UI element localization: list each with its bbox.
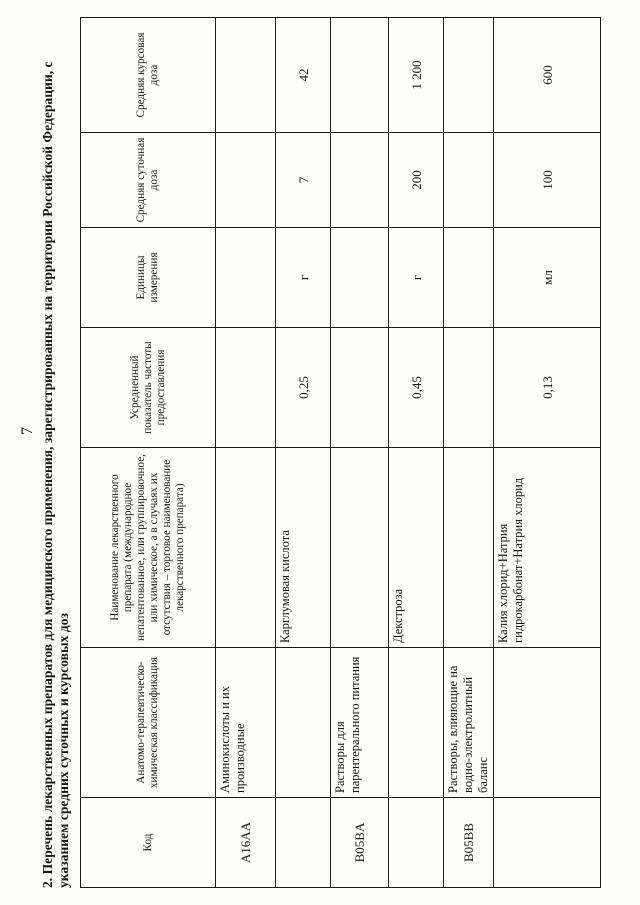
cell-daily-dose: 100 [494, 132, 601, 227]
page-number: 7 [19, 427, 36, 435]
cell-atc [276, 647, 331, 797]
cell-unit [444, 227, 494, 327]
section-title: Перечень лекарственных препаратов для медицинского применения, зарегистрированных на территории Российской Федерации, с указанием средних суточных и курсовых доз [40, 60, 71, 888]
cell-course-dose: 42 [276, 17, 331, 132]
rotated-page-content [40, 18, 600, 888]
cell-code [389, 797, 444, 887]
table-row [494, 17, 601, 887]
cell-frequency [216, 327, 276, 447]
cell-daily-dose [216, 132, 276, 227]
cell-drug-name: Карглумовая кислота [276, 447, 331, 647]
table-row [444, 17, 494, 887]
cell-course-dose [216, 17, 276, 132]
cell-drug-name: Калия хлорид+Натрия гидрокарбонат+Натрия хлорид [494, 447, 601, 647]
cell-course-dose: 1 200 [389, 17, 444, 132]
cell-unit: г [276, 227, 331, 327]
cell-unit: г [389, 227, 444, 327]
header-code: Код [81, 797, 216, 887]
section-heading [40, 18, 72, 888]
table-row [389, 17, 444, 887]
cell-atc: Растворы для парентерального питания [331, 647, 389, 797]
cell-code [276, 797, 331, 887]
cell-frequency [331, 327, 389, 447]
cell-daily-dose [444, 132, 494, 227]
header-atc: Анатомо-терапевтическо-химическая классификация [81, 647, 216, 797]
cell-course-dose [444, 17, 494, 132]
cell-code [494, 797, 601, 887]
drugs-table [80, 17, 601, 888]
cell-atc [389, 647, 444, 797]
cell-unit [216, 227, 276, 327]
cell-course-dose [331, 17, 389, 132]
table-row [216, 17, 276, 887]
header-daily-dose: Средняя суточная доза [81, 132, 216, 227]
section-number: 2. [40, 877, 55, 888]
header-frequency: Усредненный показатель частоты предоставления [81, 327, 216, 447]
table-row [331, 17, 389, 887]
cell-drug-name: Декстроза [389, 447, 444, 647]
cell-drug-name [216, 447, 276, 647]
cell-daily-dose [331, 132, 389, 227]
cell-unit [331, 227, 389, 327]
cell-drug-name [444, 447, 494, 647]
table-row [276, 17, 331, 887]
cell-daily-dose: 200 [389, 132, 444, 227]
cell-code: B05BB [444, 797, 494, 887]
table-header-row [81, 17, 216, 887]
cell-frequency: 0,13 [494, 327, 601, 447]
cell-atc: Аминокислоты и их производные [216, 647, 276, 797]
cell-code: B05BA [331, 797, 389, 887]
cell-atc [494, 647, 601, 797]
header-course-dose: Средняя курсовая доза [81, 17, 216, 132]
cell-frequency [444, 327, 494, 447]
cell-code: A16AA [216, 797, 276, 887]
cell-frequency: 0,45 [389, 327, 444, 447]
cell-frequency: 0,25 [276, 327, 331, 447]
cell-atc: Растворы, влияющие на водно-электролитный баланс [444, 647, 494, 797]
cell-course-dose: 600 [494, 17, 601, 132]
cell-unit: мл [494, 227, 601, 327]
header-drug-name: Наименование лекарственного препарата (международное непатентованное, или группировочное, или химическое, а в случаях их отсутствия – торговое наименование лекарственного препарата) [81, 447, 216, 647]
cell-daily-dose: 7 [276, 132, 331, 227]
header-unit: Единицы измерения [81, 227, 216, 327]
cell-drug-name [331, 447, 389, 647]
